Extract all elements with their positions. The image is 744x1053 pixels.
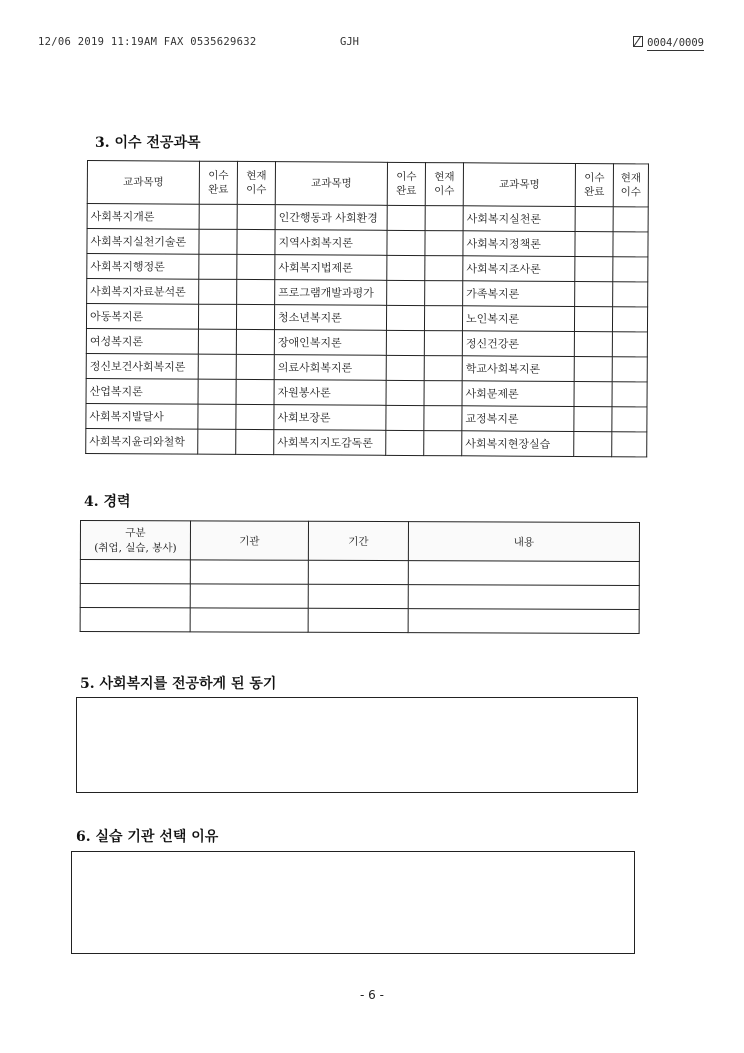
subject-cell: 아동복지론 <box>86 304 198 330</box>
subject-cell: 사회복지개론 <box>87 204 199 230</box>
completed-checkbox[interactable] <box>198 354 236 379</box>
col-period: 기간 <box>308 521 408 560</box>
current-checkbox[interactable] <box>237 204 275 229</box>
table-row <box>87 229 648 257</box>
col-subject: 교과목명 <box>463 163 575 207</box>
fax-header <box>38 36 704 52</box>
subject-cell: 인간행동과 사회환경 <box>275 205 387 231</box>
institution-field[interactable] <box>190 608 308 632</box>
col-completed: 이수 완료 <box>387 162 425 205</box>
completed-checkbox[interactable] <box>386 405 424 430</box>
completed-checkbox[interactable] <box>386 355 424 380</box>
col-completed: 이수 완료 <box>575 163 613 206</box>
subject-cell: 정신보건사회복지론 <box>86 353 198 379</box>
current-checkbox[interactable] <box>236 379 274 404</box>
col-current: 현재 이수 <box>237 161 275 204</box>
col-institution: 기관 <box>190 521 308 560</box>
fax-sender: GJH <box>340 36 359 48</box>
category-field[interactable] <box>80 584 190 608</box>
section6-title: 6. 실습 기관 선택 이유 <box>76 829 219 845</box>
subject-cell: 노인복지론 <box>462 306 574 332</box>
page-number: - 6 - <box>360 988 384 1002</box>
subject-cell: 사회복지법제론 <box>275 255 387 281</box>
current-checkbox[interactable] <box>612 432 647 457</box>
current-checkbox[interactable] <box>237 229 275 254</box>
subject-cell: 여성복지론 <box>86 328 198 354</box>
subject-cell: 사회복지자료분석론 <box>87 279 199 305</box>
subject-cell: 사회복지조사론 <box>463 256 575 282</box>
subject-cell: 자원봉사론 <box>274 380 386 406</box>
current-checkbox[interactable] <box>424 356 462 381</box>
completed-checkbox[interactable] <box>386 430 424 455</box>
table-row <box>86 353 647 381</box>
subject-cell: 사회복지행정론 <box>87 254 199 280</box>
current-checkbox[interactable] <box>425 281 463 306</box>
current-checkbox[interactable] <box>424 331 462 356</box>
subject-cell: 의료사회복지론 <box>274 355 386 381</box>
current-checkbox[interactable] <box>424 406 462 431</box>
col-current: 현재 이수 <box>425 163 463 206</box>
col-category: 구분 (취업, 실습, 봉사) <box>80 521 190 560</box>
table-row <box>87 204 648 232</box>
subject-cell: 장애인복지론 <box>274 330 386 356</box>
fax-page-counter: 0004/0009 <box>633 36 704 49</box>
current-checkbox[interactable] <box>613 282 648 307</box>
table-row <box>80 608 639 634</box>
current-checkbox[interactable] <box>425 206 463 231</box>
subject-cell: 사회복지실천론 <box>463 206 575 232</box>
section4-title: 4. 경력 <box>84 494 131 510</box>
current-checkbox[interactable] <box>613 232 648 257</box>
current-checkbox[interactable] <box>424 381 462 406</box>
table-row <box>86 378 647 406</box>
table-row <box>80 584 639 610</box>
completed-checkbox[interactable] <box>387 205 425 230</box>
career-table <box>80 520 640 634</box>
completed-checkbox[interactable] <box>574 356 612 381</box>
completed-checkbox[interactable] <box>575 256 613 281</box>
institution-field[interactable] <box>190 560 308 584</box>
current-checkbox[interactable] <box>424 431 462 456</box>
completed-checkbox[interactable] <box>198 329 236 354</box>
col-subject: 교과목명 <box>87 161 199 205</box>
completed-checkbox[interactable] <box>198 379 236 404</box>
completed-checkbox[interactable] <box>574 306 612 331</box>
completed-checkbox[interactable] <box>574 331 612 356</box>
section3-title: 3. 이수 전공과목 <box>95 135 201 151</box>
completed-checkbox[interactable] <box>387 230 425 255</box>
completed-checkbox[interactable] <box>199 254 237 279</box>
content-field[interactable] <box>408 585 639 610</box>
completed-checkbox[interactable] <box>575 231 613 256</box>
table-row <box>87 254 648 282</box>
current-checkbox[interactable] <box>613 207 648 232</box>
content-field[interactable] <box>408 561 639 586</box>
category-field[interactable] <box>80 608 190 632</box>
subjects-table <box>85 160 649 457</box>
subject-cell: 지역사회복지론 <box>275 230 387 256</box>
subject-cell: 사회복지지도감독론 <box>274 430 386 456</box>
current-checkbox[interactable] <box>612 307 647 332</box>
current-checkbox[interactable] <box>236 329 274 354</box>
subject-cell: 사회복지현장실습 <box>462 431 574 457</box>
table-row <box>86 328 647 356</box>
career-header-row <box>80 521 639 562</box>
subject-cell: 사회복지발달사 <box>86 403 198 429</box>
section5-title: 5. 사회복지를 전공하게 된 동기 <box>80 676 277 692</box>
period-field[interactable] <box>308 560 408 584</box>
col-completed: 이수 완료 <box>199 161 237 204</box>
subject-cell: 청소년복지론 <box>274 305 386 331</box>
motivation-textarea[interactable] <box>76 697 638 793</box>
fax-datetime: 12/06 2019 11:19AM FAX 0535629632 <box>38 36 257 48</box>
current-checkbox[interactable] <box>612 357 647 382</box>
completed-checkbox[interactable] <box>198 304 236 329</box>
table-row <box>86 428 647 456</box>
completed-checkbox[interactable] <box>387 280 425 305</box>
completed-checkbox[interactable] <box>575 206 613 231</box>
current-checkbox[interactable] <box>613 257 648 282</box>
col-content: 내용 <box>408 522 639 562</box>
table-row <box>80 560 639 586</box>
table-row <box>86 403 647 431</box>
subject-cell: 학교사회복지론 <box>462 356 574 382</box>
institution-field[interactable] <box>190 584 308 608</box>
current-checkbox[interactable] <box>612 382 647 407</box>
completed-checkbox[interactable] <box>574 431 612 456</box>
subject-cell: 프로그램개발과평가 <box>275 280 387 306</box>
subject-cell: 사회복지실천기술론 <box>87 229 199 255</box>
subject-cell: 교정복지론 <box>462 406 574 432</box>
current-checkbox[interactable] <box>425 256 463 281</box>
current-checkbox[interactable] <box>236 304 274 329</box>
current-checkbox[interactable] <box>237 279 275 304</box>
current-checkbox[interactable] <box>425 231 463 256</box>
subject-cell: 사회문제론 <box>462 381 574 407</box>
institution-reason-textarea[interactable] <box>71 851 635 954</box>
period-field[interactable] <box>308 584 408 608</box>
current-checkbox[interactable] <box>236 354 274 379</box>
completed-checkbox[interactable] <box>574 406 612 431</box>
subject-cell: 사회복지정책론 <box>463 231 575 257</box>
completed-checkbox[interactable] <box>574 381 612 406</box>
subject-cell: 사회복지윤리와철학 <box>86 428 198 454</box>
completed-checkbox[interactable] <box>386 380 424 405</box>
content-field[interactable] <box>408 609 639 634</box>
completed-checkbox[interactable] <box>199 279 237 304</box>
current-checkbox[interactable] <box>236 404 274 429</box>
subject-cell: 가족복지론 <box>463 281 575 307</box>
checkbox-icon <box>633 36 643 47</box>
subject-cell: 사회보장론 <box>274 405 386 431</box>
period-field[interactable] <box>308 608 408 632</box>
completed-checkbox[interactable] <box>575 281 613 306</box>
completed-checkbox[interactable] <box>198 429 236 454</box>
completed-checkbox[interactable] <box>386 305 424 330</box>
table-row <box>86 304 647 332</box>
category-field[interactable] <box>80 560 190 584</box>
current-checkbox[interactable] <box>612 332 647 357</box>
completed-checkbox[interactable] <box>386 330 424 355</box>
completed-checkbox[interactable] <box>199 229 237 254</box>
current-checkbox[interactable] <box>237 254 275 279</box>
col-subject: 교과목명 <box>275 162 387 206</box>
current-checkbox[interactable] <box>236 429 274 454</box>
completed-checkbox[interactable] <box>198 404 236 429</box>
current-checkbox[interactable] <box>424 306 462 331</box>
table-row <box>87 279 648 307</box>
completed-checkbox[interactable] <box>199 204 237 229</box>
subjects-header-row <box>87 161 648 207</box>
subject-cell: 산업복지론 <box>86 378 198 404</box>
current-checkbox[interactable] <box>612 407 647 432</box>
col-current: 현재 이수 <box>613 164 648 207</box>
completed-checkbox[interactable] <box>387 255 425 280</box>
subject-cell: 정신건강론 <box>462 331 574 357</box>
